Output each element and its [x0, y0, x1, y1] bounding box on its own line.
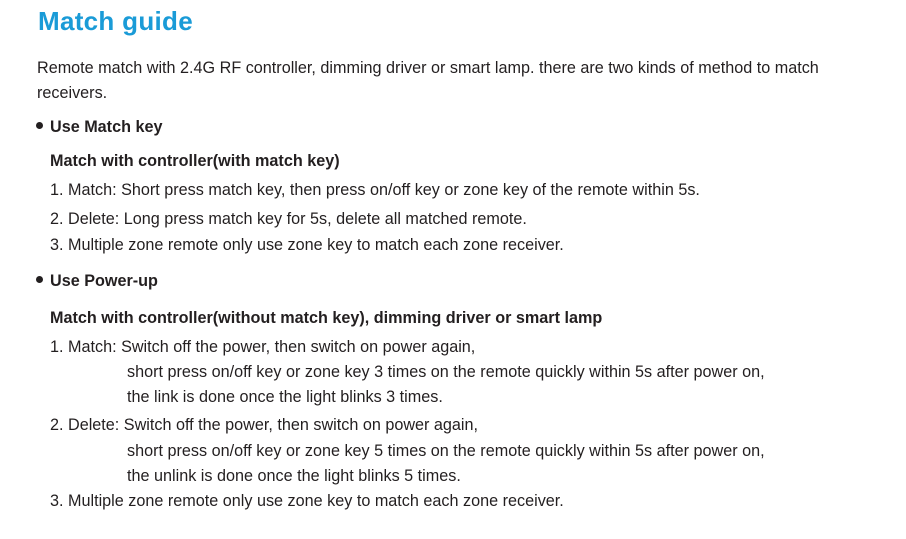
step-delete: 2. Delete: Long press match key for 5s, delete all matched remote.	[50, 210, 527, 228]
section-heading-text: Use Power-up	[50, 272, 158, 290]
section-subheading-without-match-key: Match with controller(without match key), dimming driver or smart lamp	[50, 309, 603, 327]
step-delete: 2. Delete: Switch off the power, then switch on power again,	[50, 416, 479, 434]
section-heading-text: Use Match key	[50, 118, 163, 136]
step-match: 1. Match: Switch off the power, then switch on power again,	[50, 338, 476, 356]
page-title: Match guide	[38, 6, 193, 36]
section-heading-match-key	[36, 117, 162, 137]
step-match: 1. Match: Short press match key, then press on/off key or zone key of the remote within 5s.	[50, 181, 700, 199]
step-multiple-zone: 3. Multiple zone remote only use zone key to match each zone receiver.	[50, 492, 564, 510]
step-delete-continuation: the unlink is done once the light blinks 5 times.	[127, 467, 461, 485]
step-match-continuation: short press on/off key or zone key 3 times on the remote quickly within 5s after power on,	[127, 363, 765, 381]
bullet-dot	[36, 276, 43, 283]
step-delete-continuation: short press on/off key or zone key 5 times on the remote quickly within 5s after power on,	[127, 442, 765, 460]
step-match-continuation: the link is done once the light blinks 3 times.	[127, 388, 443, 406]
step-multiple-zone: 3. Multiple zone remote only use zone key to match each zone receiver.	[50, 236, 564, 254]
section-subheading-with-match-key: Match with controller(with match key)	[50, 152, 340, 170]
section-heading-power-up	[36, 271, 158, 291]
intro-paragraph: Remote match with 2.4G RF controller, dimming driver or smart lamp. there are two kinds of method to match receivers.	[37, 59, 819, 102]
bullet-dot	[36, 122, 43, 129]
